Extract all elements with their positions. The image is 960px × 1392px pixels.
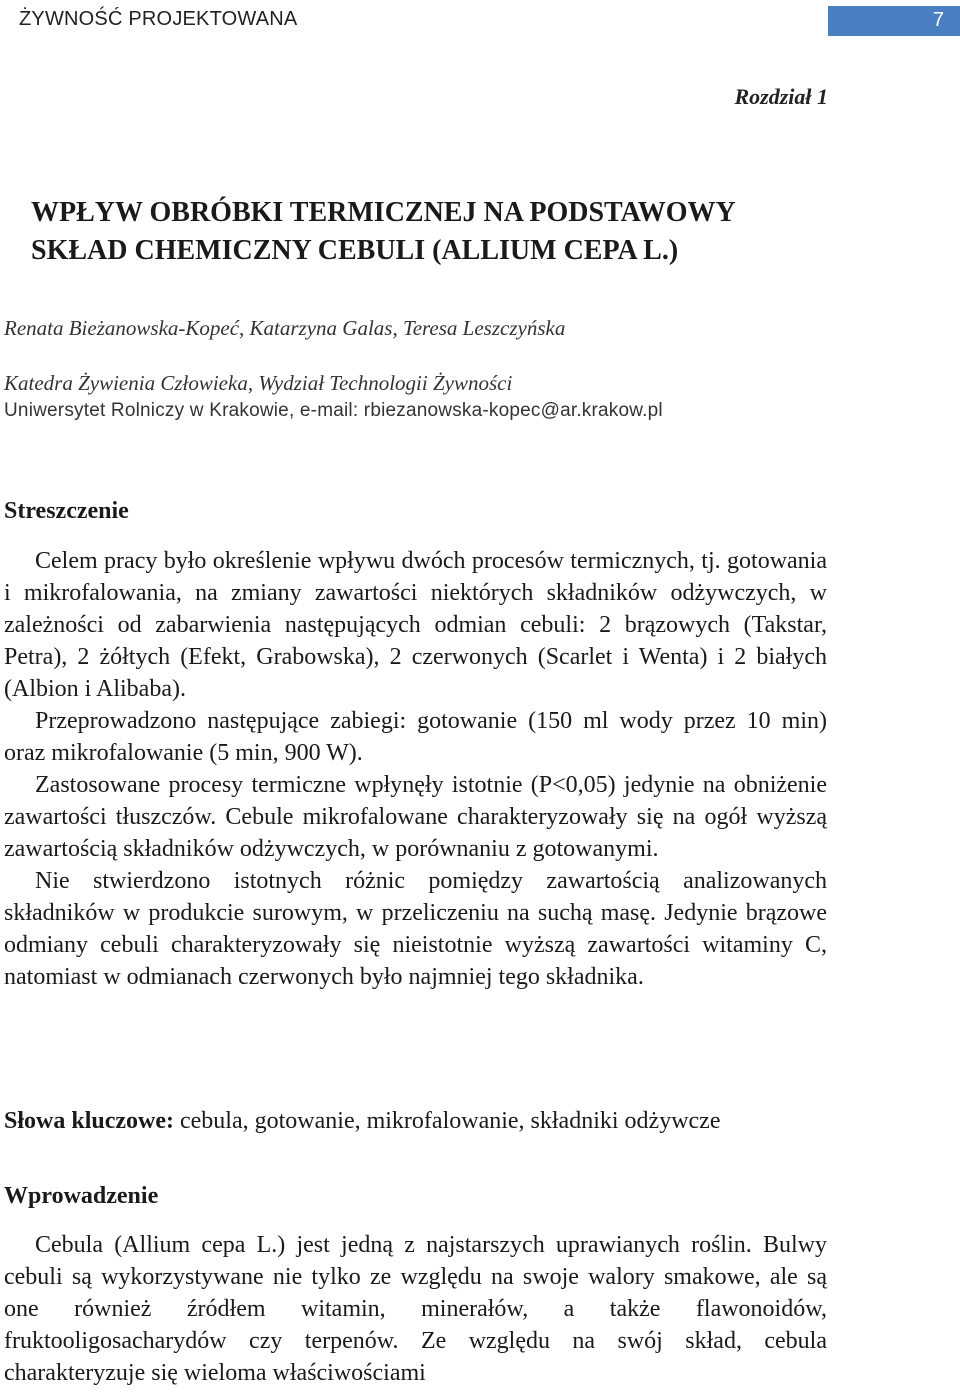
authors: Renata Bieżanowska-Kopeć, Katarzyna Galas, Teresa Leszczyńska xyxy=(4,316,566,340)
affiliation xyxy=(4,369,663,425)
page-number: 7 xyxy=(932,9,944,31)
abstract-paragraph: Nie stwierdzono istotnych różnic pomiędzy zawartością analizowanych składników w produkcie surowym, w przeliczeniu na suchą masę. Jedynie brązowe odmiany cebuli charakteryzowały się nieistotnie wyższą zawartości witaminy C, natomiast w odmianach czerwonych było najmniej tego składnika. xyxy=(4,868,827,990)
title-line-1: WPŁYW OBRÓBKI TERMICZNEJ NA PODSTAWOWY xyxy=(31,197,736,228)
affiliation-university: Uniwersytet Rolniczy w Krakowie, e-mail: rbiezanowska-kopec@ar.krakow.pl xyxy=(4,400,663,421)
keywords-text: cebula, gotowanie, mikrofalowanie, składniki odżywcze xyxy=(180,1108,721,1134)
introduction-heading: Wprowadzenie xyxy=(4,1183,159,1209)
article-title xyxy=(31,194,851,270)
introduction-body xyxy=(4,1229,827,1389)
abstract-paragraph: Zastosowane procesy termiczne wpłynęły istotnie (P<0,05) jedynie na obniżenie zawartości tłuszczów. Cebule mikrofalowane charakteryzowały się na ogół wyższą zawartością składników odżywczych, w porównaniu z gotowanymi. xyxy=(4,772,827,862)
chapter-label: Rozdział 1 xyxy=(734,84,828,109)
page-number-box xyxy=(828,6,960,36)
affiliation-department: Katedra Żywienia Człowieka, Wydział Technologii Żywności xyxy=(4,371,513,395)
keywords xyxy=(4,1105,827,1137)
running-header xyxy=(0,4,960,36)
introduction-paragraph: Cebula (Allium cepa L.) jest jedną z najstarszych uprawianych roślin. Bulwy cebuli są wykorzystywane nie tylko ze względu na swoje walory smakowe, ale są one również źródłem witamin, minerałów, a także flawonoidów, fruktooligosacharydów czy terpenów. Ze względu na swój skład, cebula charakteryzuje się wieloma właściwościami xyxy=(4,1232,827,1386)
journal-name: ŻYWNOŚĆ PROJEKTOWANA xyxy=(19,8,298,30)
abstract-paragraph: Przeprowadzono następujące zabiegi: gotowanie (150 ml wody przez 10 min) oraz mikrofalowanie (5 min, 900 W). xyxy=(4,708,827,766)
title-line-2: SKŁAD CHEMICZNY CEBULI (ALLIUM CEPA L.) xyxy=(31,235,679,266)
abstract-paragraph: Celem pracy było określenie wpływu dwóch procesów termicznych, tj. gotowania i mikrofalowania, na zmiany zawartości niektórych składników odżywczych, w zależności od zabarwienia następujących odmian cebuli: 2 brązowych (Takstar, Petra), 2 żółtych (Efekt, Grabowska), 2 czerwonych (Scarlet i Wenta) i 2 białych (Albion i Alibaba). xyxy=(4,548,827,702)
abstract-body xyxy=(4,545,827,993)
abstract-heading: Streszczenie xyxy=(4,498,129,524)
keywords-label: Słowa kluczowe: xyxy=(4,1108,174,1134)
